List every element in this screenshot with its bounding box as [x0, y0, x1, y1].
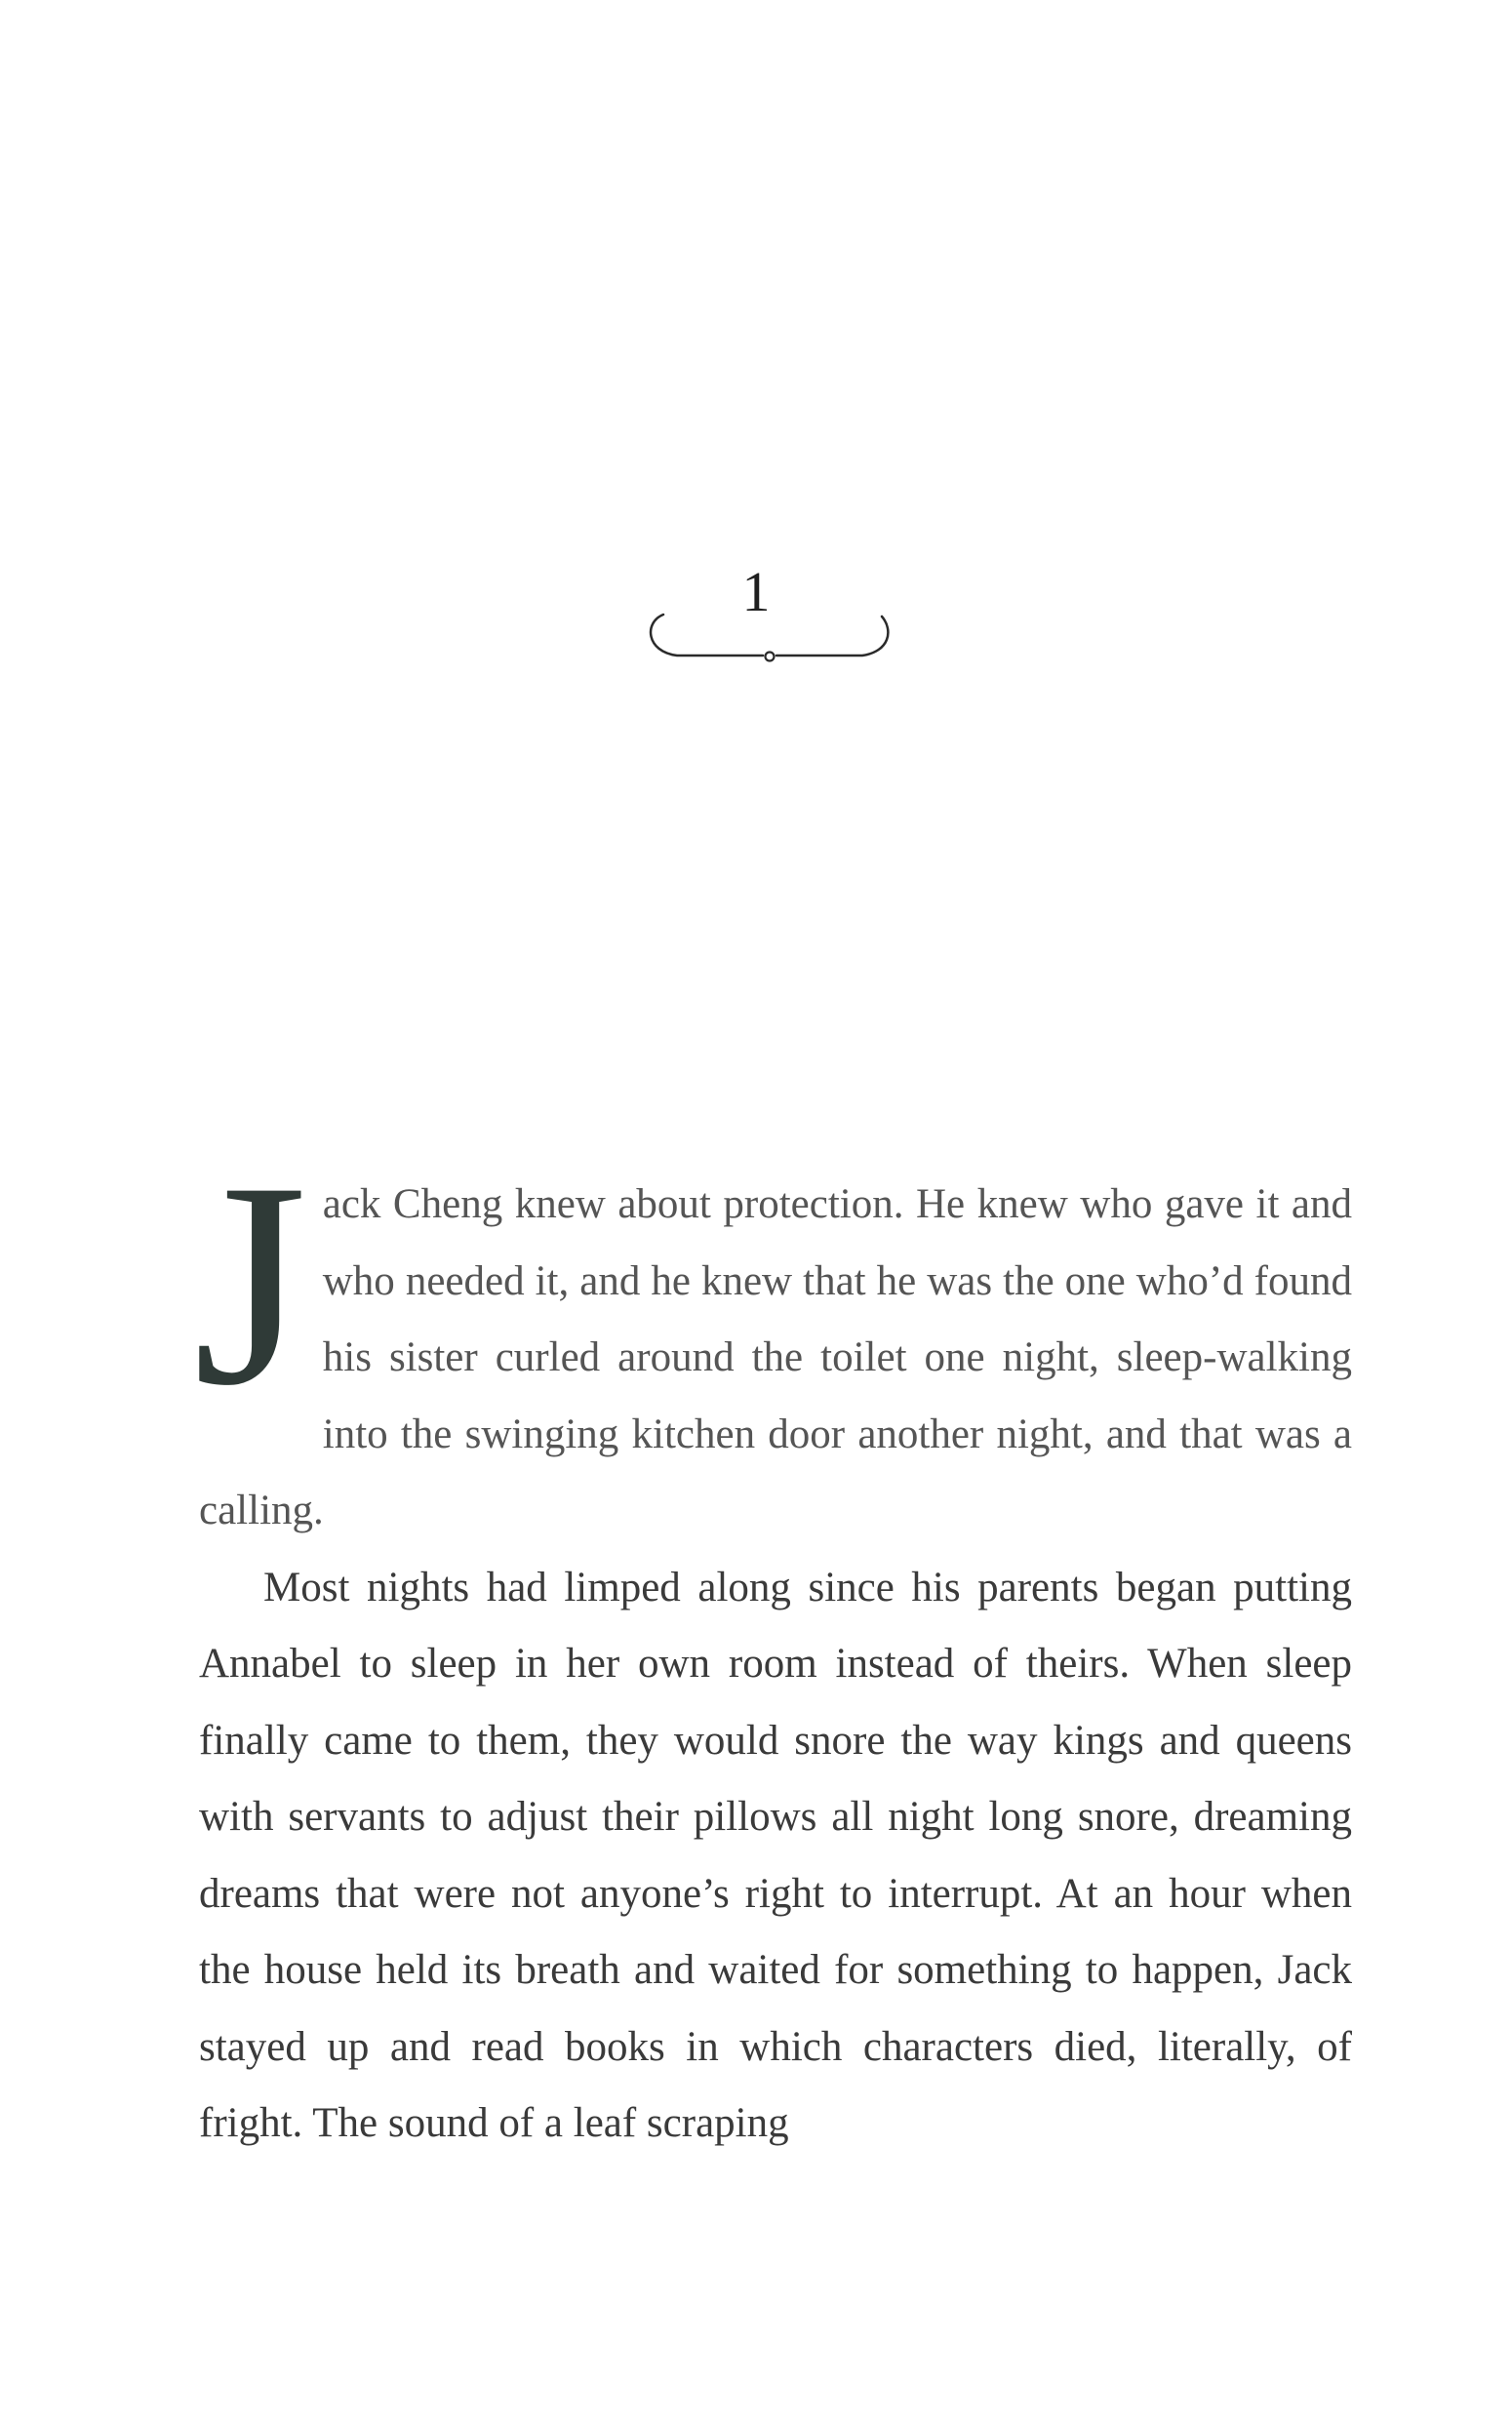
- drop-cap: J: [193, 1122, 307, 1446]
- chapter-body: [193, 1122, 1352, 2163]
- paragraph-1: [193, 1122, 1352, 1550]
- chapter-ornament-icon: [638, 601, 901, 669]
- paragraph-text: ack Cheng knew about protection. He knew who gave it and who needed it, and he knew that he was the one who’d found his sister curled around the toilet one night, sleep-walking into the swinging kitchen door another night, and that was a calling.: [199, 1181, 1352, 1533]
- paragraph-2: Most nights had limped along since his parents began putting Annabel to sleep in her own room instead of theirs. When sleep finally came to them, they would snore the way kings and queens with servants to adjust their pillows all night long snore, dreaming dreams that were not anyone’s right to interrupt. At an hour when the house held its breath and waited for something to happen, Jack stayed up and read books in which characters died, literally, of fright. The sound of a leaf scraping: [199, 1564, 1352, 2146]
- chapter-number: 1: [741, 560, 771, 623]
